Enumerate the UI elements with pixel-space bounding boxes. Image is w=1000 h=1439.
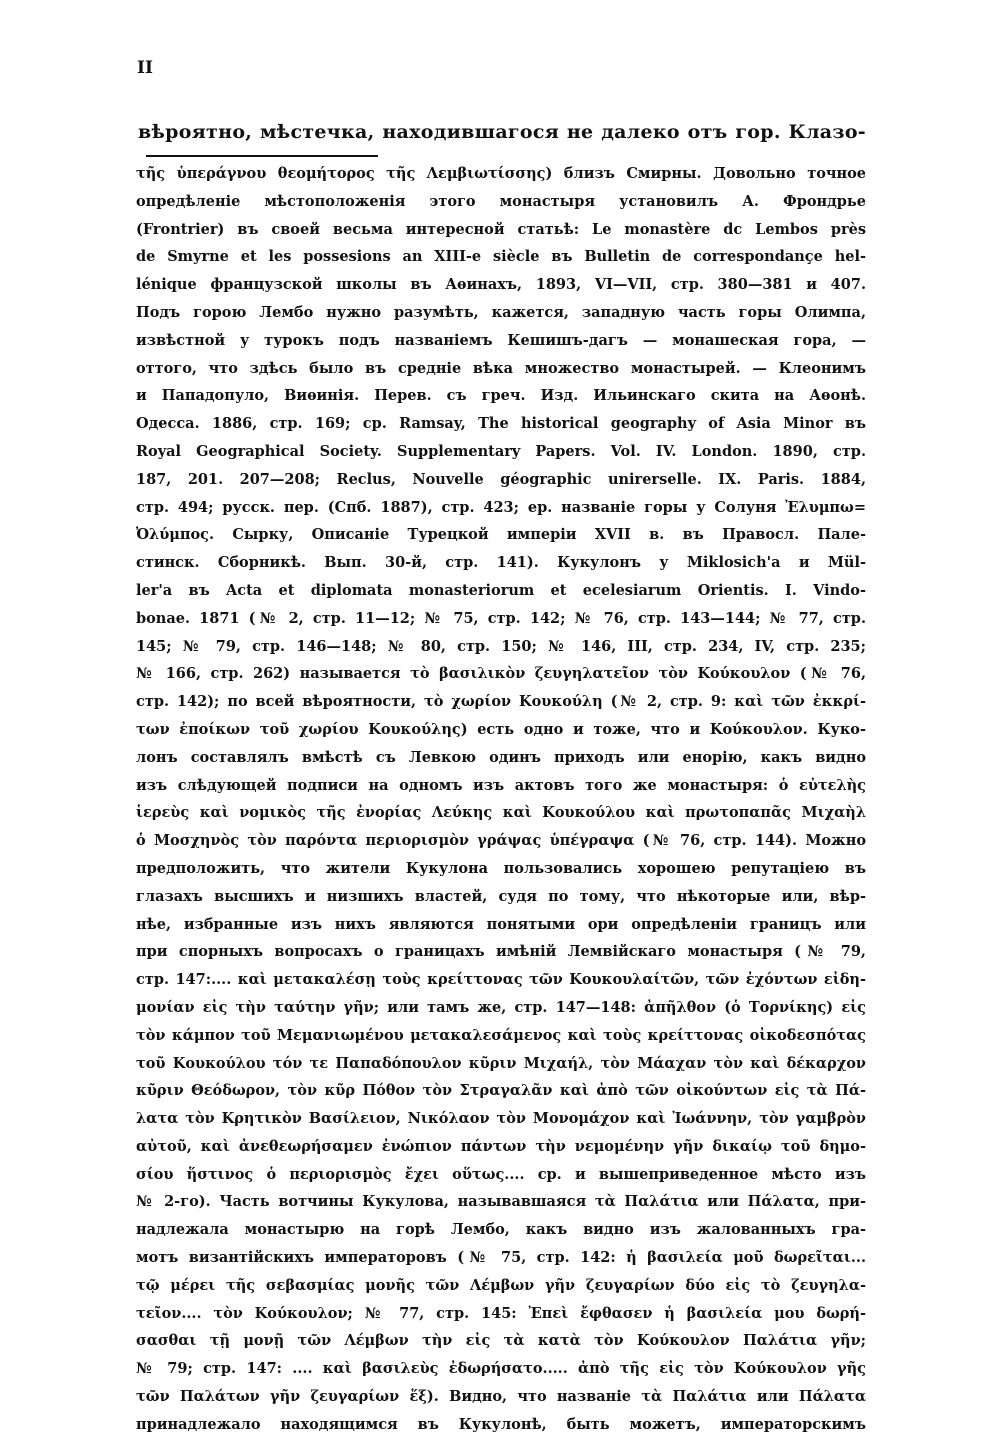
footnote-line: ὁ Μοσχηνὸς τὸν παρόντα περιορισμὸν γράψας ὑπέγραψα (№ 76, стр. 144). Можно (136, 832, 866, 850)
footnote-line: 187, 201. 207—208; Reclus, Nouvelle géographic unirerselle. IX. Paris. 1884, (136, 470, 866, 488)
footnote-line: изъ слѣдующей подписи на одномъ изъ актовъ того же монастыря: ὁ εὐτελὴς (136, 776, 866, 794)
footnote-line: стр. 494; русск. пер. (Спб. 1887), стр. 423; ер. названіе горы у Солуня Ἐλυμπω= (136, 498, 866, 516)
footnote-line: Подъ горою Лембо нужно разумѣть, кажется, западную часть горы Олимпа, (136, 303, 866, 321)
footnote-line: оттого, что здѣсь было въ средніе вѣка множество монастырей. — Клеонимъ (136, 359, 866, 377)
footnote-line: Ὀλύμπος. Сырку, Описаніе Турецкой имперіи XVII в. въ Правосл. Пале- (136, 526, 866, 544)
footnote-line: κῦριν Θεόδωρον, τὸν κῦρ Πόθον τὸν Στραγαλᾶν καὶ ἀπὸ τῶν οἰκούντων εἰς τὰ Πά- (136, 1082, 866, 1100)
footnote-line: τῆς ὑπεράγνου θεομήτορος τῆς Λεμβιωτίσσης) близъ Смирны. Довольно точное (136, 165, 866, 182)
footnote-line: Royal Geographical Society. Supplementary Papers. Vol. IV. London. 1890, стр. (136, 442, 866, 460)
footnote-line: глазахъ высшихъ и низшихъ властей, судя по тому, что нѣкоторые или, вѣр- (136, 887, 866, 905)
footnote-line: lénique французской школы въ Аѳинахъ, 1893, VI—VII, стр. 380—381 и 407. (136, 276, 866, 294)
footnote-line: опредѣленіе мѣстоположенія этого монастыря установилъ А. Фрондрье (136, 192, 866, 210)
footnote-line: предположить, что жители Кукулона пользовались хорошею репутаціею въ (136, 859, 866, 877)
footnote-line: извѣстной у турокъ подъ названіемъ Кешишъ-дагъ — монашеская гора, — (136, 331, 866, 349)
footnote-line: τὸν κάμπον τοῦ Μεμανιωμένου μετακαλεσάμενος καὶ τοὺς κρείττονας οἰκοδεσπότας (136, 1026, 866, 1044)
footnote-line: и Пападопуло, Виѳинія. Перев. съ греч. Изд. Ильинскаго скита на Аѳонѣ. (136, 387, 866, 405)
footnote-line: ler'а въ Acta et diplomata monasteriorum et ecelesiarum Orientis. I. Vindo- (136, 581, 866, 599)
footnote-line: стинск. Сборникѣ. Вып. 30-й, стр. 141). Кукулонъ у Miklosich'а и Mül- (136, 554, 866, 572)
main-text-line: вѣроятно, мѣстечка, находившагося не далеко отъ гор. Клазо- (138, 121, 866, 143)
footnote-line: надлежала монастырю на горѣ Лембо, какъ видно изъ жалованныхъ гра- (136, 1221, 866, 1239)
footnote-line: № 166, стр. 262) называется τὸ βασιλικὸν ζευγηλατεῖον τὸν Κούκουλον (№ 76, (136, 665, 866, 683)
footnote-line: τεῖον.... τὸν Κούκουλον; № 77, стр. 145: Ἐπεὶ ἔφθασεν ἡ βασιλεία μου δωρή- (136, 1304, 866, 1322)
footnote-line: σίου ἥστινος ὁ περιορισμὸς ἔχει οὕτως.... ср. и вышеприведенное мѣсто изъ (136, 1165, 866, 1183)
footnote (136, 160, 866, 1439)
footnote-line: принадлежало находящимся въ Кукулонѣ, быть можетъ, императорскимъ (136, 1415, 866, 1433)
footnote-line: стр. 147:.... καὶ μετακαλέσῃ τοὺς κρείττονας τῶν Κουκουλαίτῶν, τῶν ἐχόντων εἰδη- (136, 971, 866, 989)
footnote-line: τοῦ Κουκούλου τόν τε Παπαδόπουλον κῦριν Μιχαήλ, τὸν Μάαχαν τὸν καὶ δέκαρχον (136, 1054, 866, 1072)
footnote-line: при спорныхъ вопросахъ о границахъ имѣній Лемвійскаго монастыря (№ 79, (136, 943, 866, 961)
footnote-line: № 79; стр. 147: .... καὶ βασιλεὺς ἐδωρήσατο..... ἀπὸ τῆς εἰς τὸν Κούκουλον γῆς (136, 1360, 866, 1378)
footnote-line: лонъ составлялъ вмѣстѣ съ Левкою одинъ приходъ или енорію, какъ видно (136, 748, 866, 766)
footnote-line: стр. 142); по всей вѣроятности, τὸ χωρίον Κουκούλη (№ 2, стр. 9: καὶ τῶν ἐκκρί- (136, 693, 866, 711)
footnote-line: σασθαι τῇ μονῇ τῶν Λέμβων τὴν εἰς τὰ κατὰ τὸν Κούκουλον Παλάτια γῆν; (136, 1332, 866, 1350)
footnote-line: αὐτοῦ, καὶ ἀνεθεωρήσαμεν ἐνώπιον πάντων τὴν νεμομένην γῆν δικαίῳ τοῦ δημο- (136, 1137, 866, 1155)
footnote-line: (Frontrier) въ своей весьма интересной статьѣ: Le monastère dc Lembos près (136, 220, 866, 238)
footnote-line: τῷ μέρει τῆς σεβασμίας μονῆς τῶν Λέμβων γῆν ζευγαρίων δύο εἰς τὸ ζευγηλα- (136, 1276, 866, 1294)
footnote-line: των ἐποίκων τοῦ χωρίου Κουκούλης) есть одно и тоже, что и Κούκουλον. Куко- (136, 720, 866, 738)
footnote-line: bonae. 1871 (№ 2, стр. 11—12; № 75, стр. 142; № 76, стр. 143—144; № 77, стр. (136, 609, 866, 627)
footnote-line: мотъ византійскихъ императоровъ (№ 75, стр. 142: ἡ βασιλεία μοῦ δωρεῖται... (136, 1249, 866, 1267)
footnote-line: ἱερεὺς καὶ νομικὸς τῆς ἐνορίας Λεύκης καὶ Κουκούλου καὶ πρωτοπαπᾶς Μιχαὴλ (136, 804, 866, 822)
footnote-line: de Smyrne et les possesions an XIII-e siècle въ Bulletin de correspondançe hel- (136, 248, 866, 266)
footnote-line: № 2-го). Часть вотчины Кукулова, называвшаяся τὰ Παλάτια или Πάλατα, при- (136, 1193, 866, 1211)
footnote-line: λατα τὸν Κρητικὸν Βασίλειον, Νικόλαον τὸν Μονομάχον καὶ Ἰωάννην, τὸν γαμβρὸν (136, 1110, 866, 1128)
footnote-line: нѣе, избранные изъ нихъ являются понятыми ори опредѣленіи границъ или (136, 915, 866, 933)
footnote-line: μονίαν εἰς τὴν ταύτην γῆν; или тамъ же, стр. 147—148: ἀπῆλθον (ὁ Τορνίκης) εἰς (136, 998, 866, 1016)
footnote-line: Одесса. 1886, стр. 169; ср. Ramsay, The historical geography of Asia Minor въ (136, 415, 866, 433)
footnote-separator (146, 155, 378, 157)
footnote-line: 145; № 79, стр. 146—148; № 80, стр. 150; № 146, III, стр. 234, IV, стр. 235; (136, 637, 866, 655)
footnote-line: τῶν Παλάτων γῆν ζευγαρίων ἕξ). Видно, что названіе τὰ Παλάτια или Πάλατα (136, 1388, 866, 1406)
page-number: II (137, 58, 153, 78)
